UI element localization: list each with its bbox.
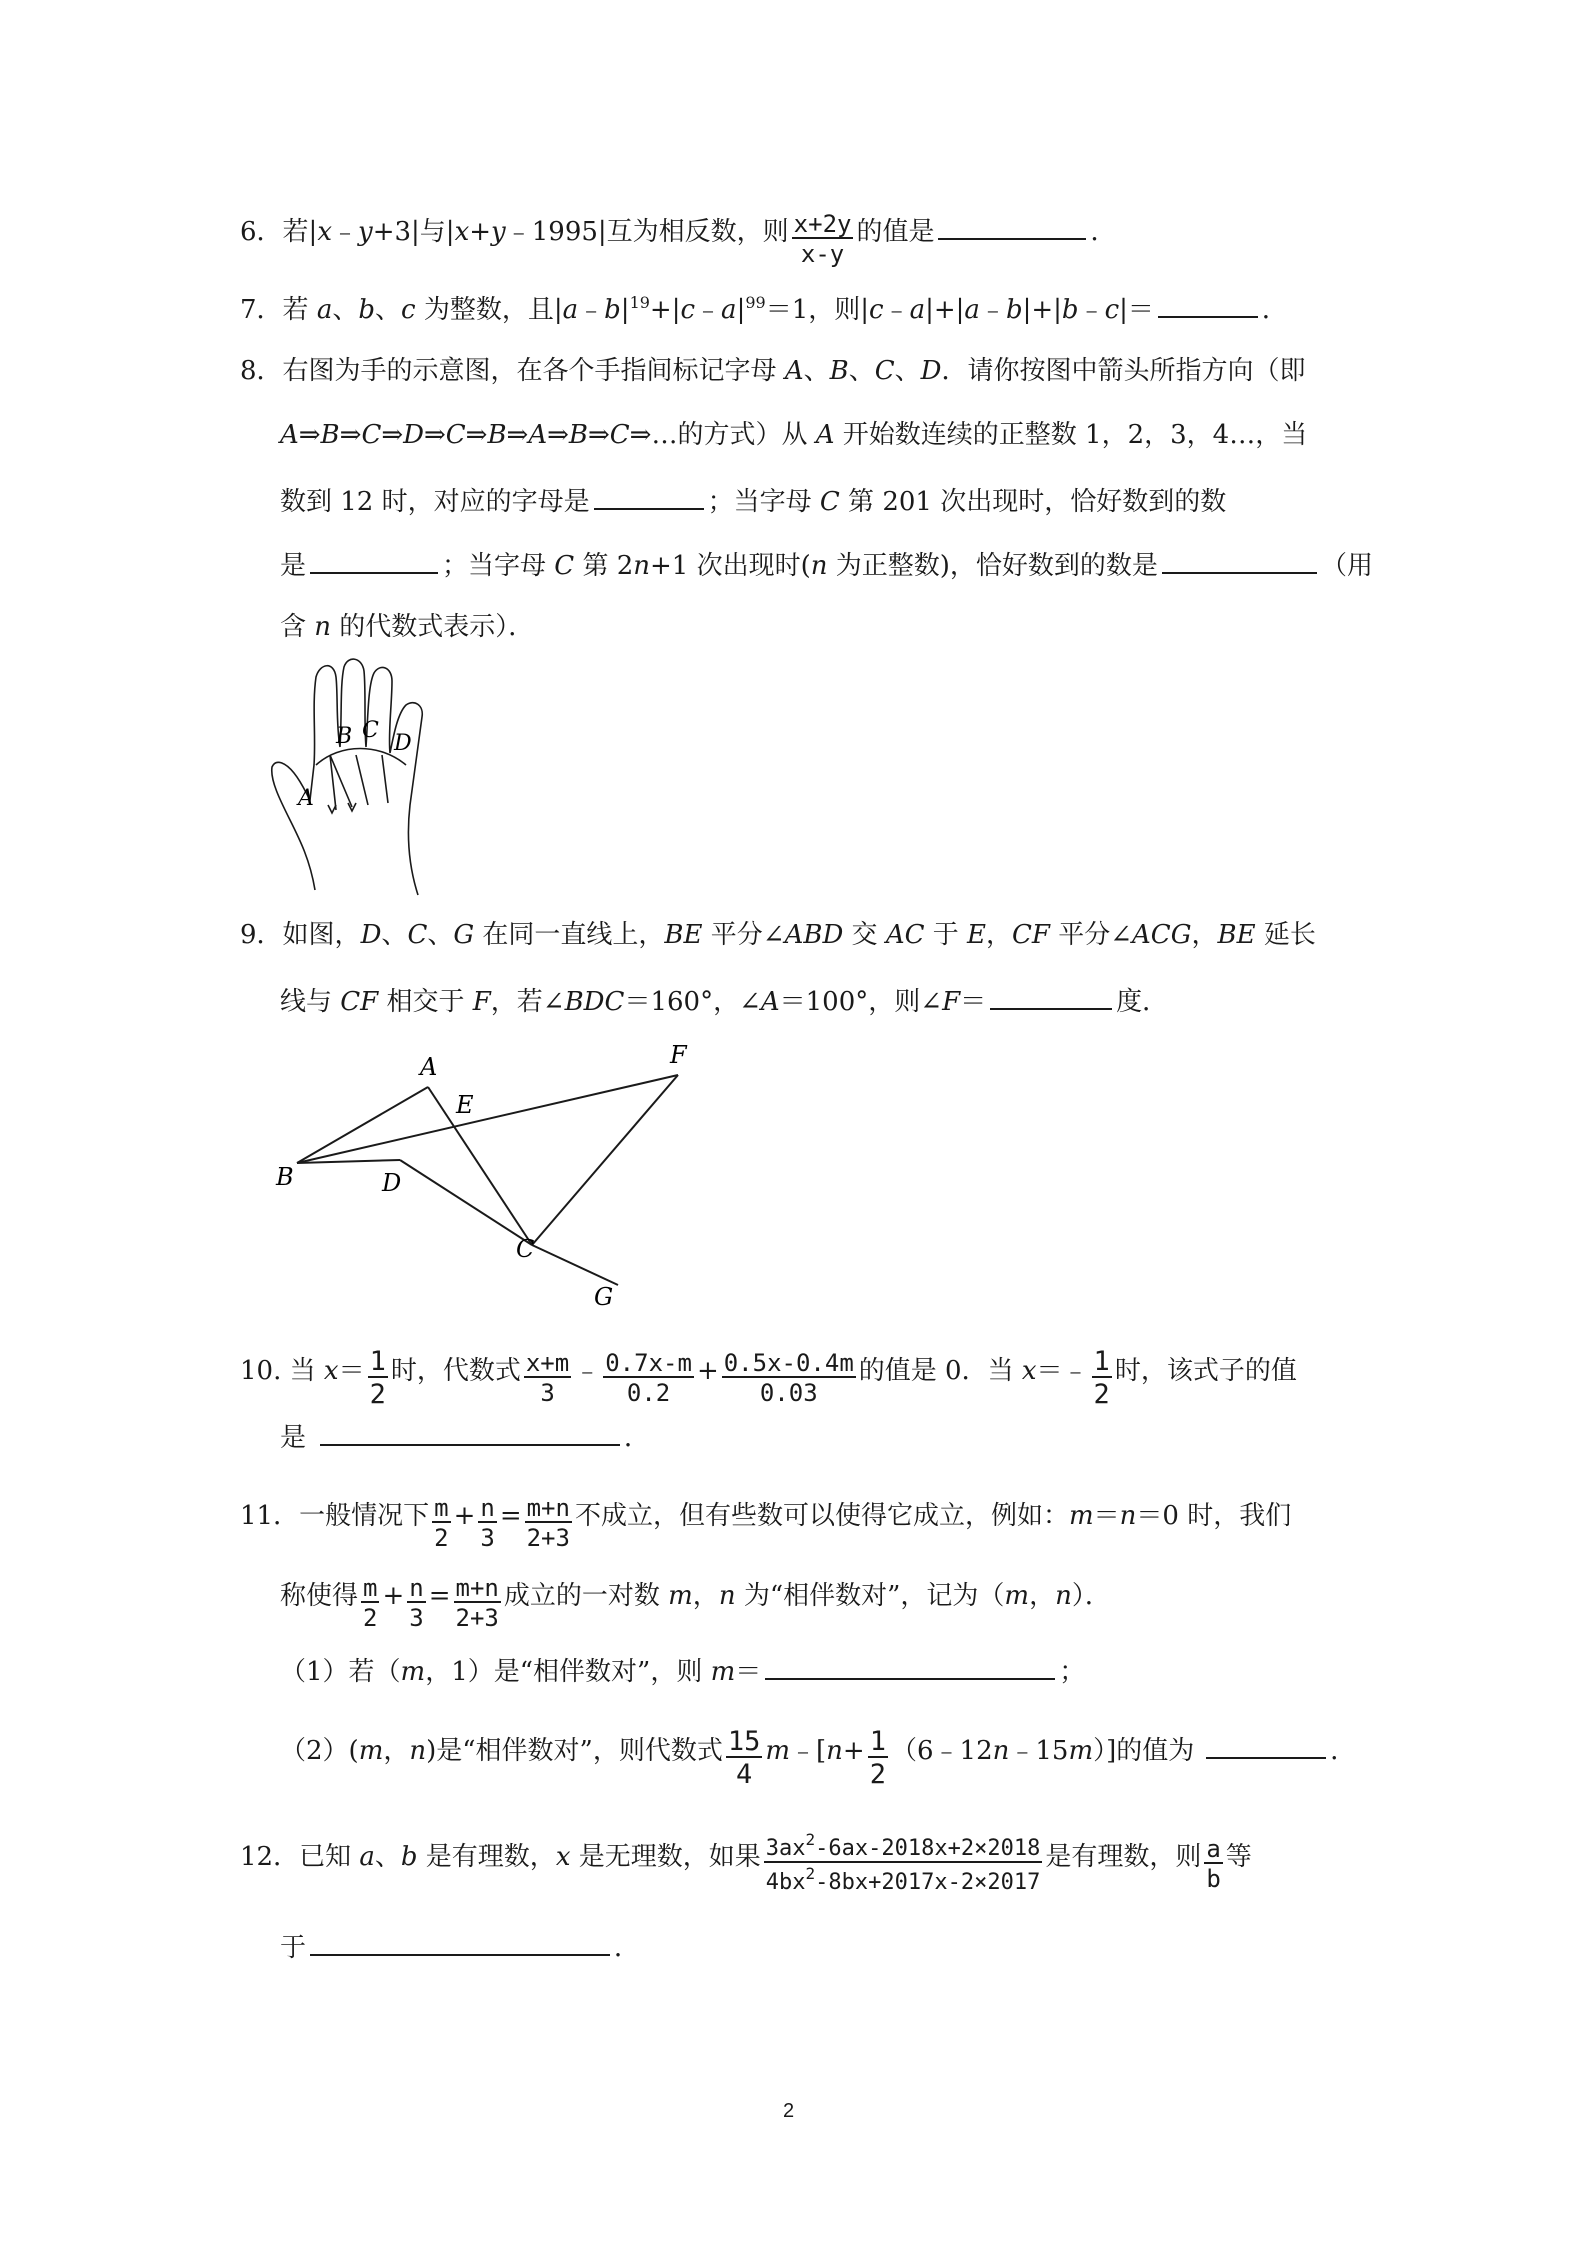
answer-blank[interactable] bbox=[765, 1656, 1055, 1680]
fraction: $\frac{3ax^2-6ax-2018x+2\times 2018}{4bx^2-8bx+2017x-2\times 2017}$ bbox=[765, 1830, 1041, 1895]
label-a: A bbox=[420, 1053, 438, 1081]
answer-blank[interactable] bbox=[320, 1422, 620, 1446]
fraction: $\frac{1}{2}$ bbox=[369, 1346, 386, 1410]
label-e: E bbox=[456, 1091, 474, 1119]
hand-label-d: D bbox=[394, 731, 412, 756]
hand-label-b: B bbox=[336, 724, 353, 749]
fraction: $\frac{a}{b}$ bbox=[1206, 1835, 1221, 1893]
fraction: $\frac{1}{2}$ bbox=[1093, 1346, 1110, 1410]
question-10-line-1: 10. 当 x＝ $\frac{1}{2}$ 时，代数式 $\frac{x+m}{3}$ ﹣ $\frac{0.7x-m}{0.2}$ + $\frac{0.5x-0.4m}{0.03}$ 的值是 0．当 x＝﹣ $\frac{1}{2}$ 时，该式子的值 bbox=[240, 1346, 1297, 1410]
answer-blank[interactable] bbox=[1206, 1735, 1326, 1759]
question-11-line-1: 11．一般情况下 $\frac{m}{2}$ + $\frac{n}{3}$ = $\frac{m+n}{2+3}$ 不成立，但有些数可以使得它成立，例如：m＝n＝0 时，我们 bbox=[240, 1494, 1292, 1552]
answer-blank[interactable] bbox=[310, 1932, 610, 1956]
label-f: F bbox=[670, 1041, 687, 1069]
question-11-part-2: （2）(m，n)是“相伴数对”，则代数式 $\frac{15}{4}$ m﹣[n+ $\frac{1}{2}$ （6﹣12n﹣15m）]的值为 ． bbox=[280, 1726, 1357, 1790]
fraction: $\frac{15}{4}$ bbox=[727, 1726, 761, 1790]
question-11-part-1: （1）若（m，1）是“相伴数对”，则 m＝ ； bbox=[280, 1657, 1086, 1687]
fraction: $\frac{0.5x-0.4m}{0.03}$ bbox=[723, 1349, 854, 1407]
answer-blank[interactable] bbox=[310, 550, 438, 574]
fraction: $\frac{n}{3}$ bbox=[480, 1494, 495, 1552]
geometry-figure bbox=[270, 1035, 710, 1310]
question-8-line-2: A⇒B⇒C⇒D⇒C⇒B⇒A⇒B⇒C⇒…的方式）从 A 开始数连续的正整数 1，2，3，4…，当 bbox=[280, 420, 1308, 450]
answer-blank[interactable] bbox=[1158, 294, 1258, 318]
question-8-line-4: 是 ；当字母 C 第 2n+1 次出现时(n 为正整数)，恰好数到的数是 （用 bbox=[280, 551, 1373, 581]
question-10-line-2: 是 ． bbox=[280, 1423, 651, 1453]
label-g: G bbox=[594, 1283, 614, 1310]
question-8-line-3: 数到 12 时，对应的字母是 ；当字母 C 第 201 次出现时，恰好数到的数 bbox=[280, 487, 1227, 517]
fraction: $\frac{m+n}{2+3}$ bbox=[455, 1574, 499, 1632]
question-9-line-2: 线与 CF 相交于 F，若∠BDC＝160°，∠A＝100°，则∠F＝ 度． bbox=[280, 987, 1169, 1017]
question-8-line-5: 含 n 的代数式表示）． bbox=[280, 612, 535, 642]
answer-blank[interactable] bbox=[938, 216, 1086, 240]
fraction: $\frac{m+n}{2+3}$ bbox=[526, 1494, 570, 1552]
fraction: $\frac{x+2y}{x-y}$ bbox=[793, 210, 852, 268]
fraction: $\frac{0.7x-m}{0.2}$ bbox=[605, 1349, 692, 1407]
page-number: 2 bbox=[783, 2100, 795, 2122]
question-12-line-2: 于 ． bbox=[280, 1933, 641, 1963]
question-8-line-1: 8．右图为手的示意图，在各个手指间标记字母 A、B、C、D．请你按图中箭头所指方向（即 bbox=[240, 356, 1306, 386]
fraction: $\frac{n}{3}$ bbox=[409, 1574, 424, 1632]
label-b: B bbox=[276, 1163, 294, 1191]
question-12-line-1: 12．已知 a、b 是有理数，x 是无理数，如果 $\frac{3ax^2-6ax-2018x+2\times 2018}{4bx^2-8bx+2017x-2\times 2017}$ 是有理数，则 $\frac{a}{b}$ 等 bbox=[240, 1830, 1252, 1895]
label-d: D bbox=[382, 1169, 402, 1197]
fraction: $\frac{m}{2}$ bbox=[363, 1574, 378, 1632]
hand-figure bbox=[270, 655, 440, 900]
label-c: C bbox=[516, 1235, 535, 1263]
fraction: $\frac{m}{2}$ bbox=[434, 1494, 449, 1552]
fraction: $\frac{x+m}{3}$ bbox=[525, 1349, 570, 1407]
hand-label-a: A bbox=[298, 786, 314, 811]
answer-blank[interactable] bbox=[594, 486, 704, 510]
answer-blank[interactable] bbox=[1162, 550, 1317, 574]
question-6: 6．若|x﹣y+3|与|x+y﹣1995|互为相反数，则 $\frac{x+2y}{x-y}$ 的值是 ． bbox=[240, 210, 1117, 268]
hand-label-c: C bbox=[362, 718, 379, 743]
question-11-line-2: 称使得 $\frac{m}{2}$ + $\frac{n}{3}$ = $\frac{m+n}{2+3}$ 成立的一对数 m，n 为“相伴数对”，记为（m，n）． bbox=[280, 1574, 1111, 1632]
answer-blank[interactable] bbox=[990, 986, 1112, 1010]
fraction: $\frac{1}{2}$ bbox=[869, 1726, 886, 1790]
question-7: 7．若 a、b、c 为整数，且$|a﹣b|^{19}+|c﹣a|^{99}=1$，则|c﹣a|+|a﹣b|+|b﹣c|＝ ． bbox=[240, 293, 1288, 325]
question-9-line-1: 9．如图，D、C、G 在同一直线上，BE 平分∠ABD 交 AC 于 E，CF 平分∠ACG，BE 延长 bbox=[240, 920, 1316, 950]
